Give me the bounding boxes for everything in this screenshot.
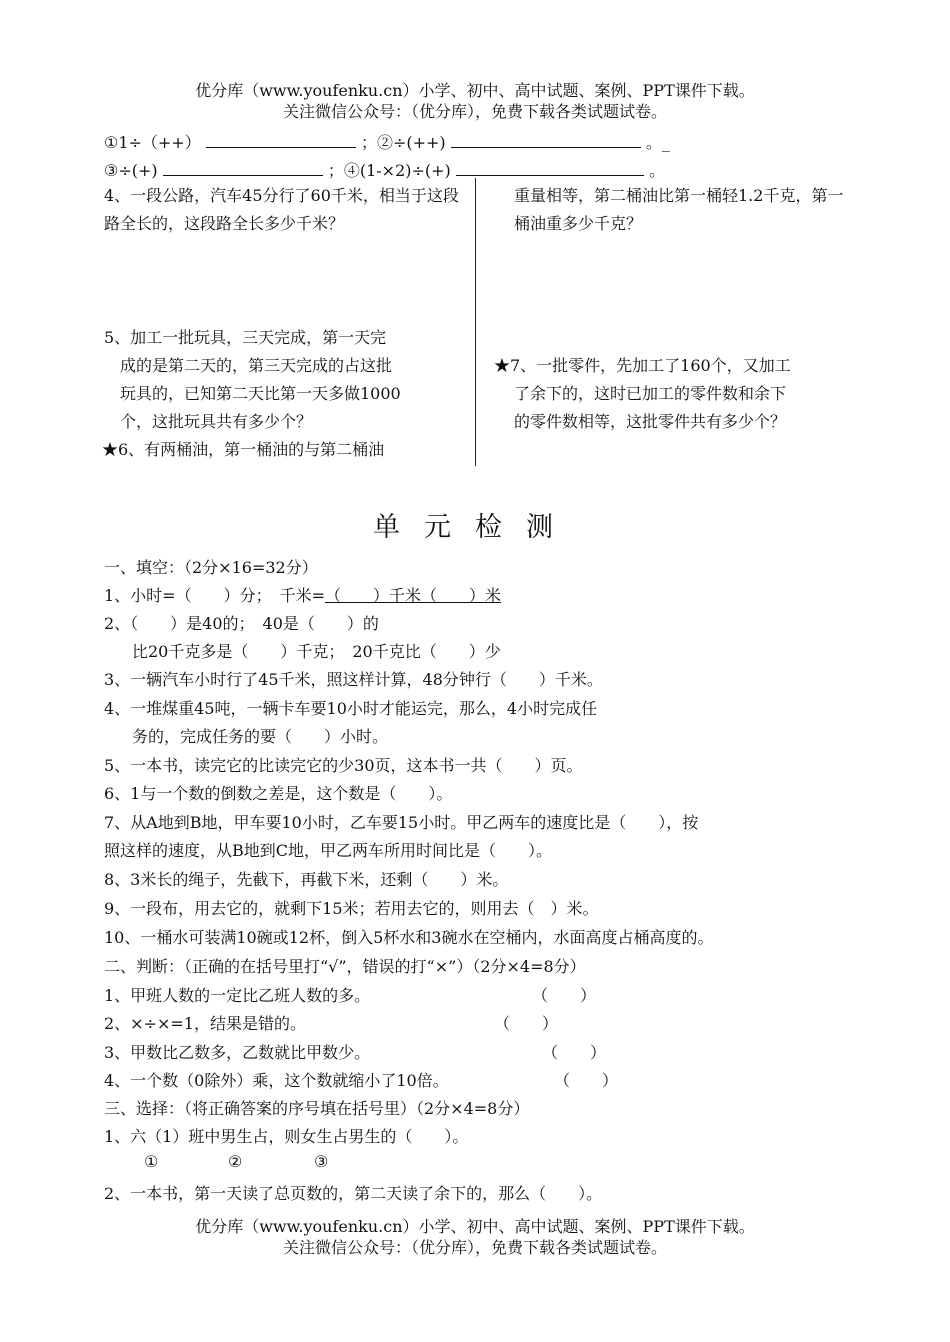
section-3-heading: 三、选择：（将正确答案的序号填在括号里）（2分×4=8分） (104, 1099, 530, 1118)
question-5-line-2: 成的是第二天的，第三天完成的占这批 (120, 356, 393, 375)
question-6: ★6、有两桶油，第一桶油的与第二桶油 (102, 440, 385, 459)
fill-item-1-text: 1、小时=（ ）分； 千米= (104, 586, 325, 605)
question-5 (104, 324, 464, 464)
answer-blank-2[interactable] (451, 133, 641, 148)
fill-item-4: 4、一堆煤重45吨，一辆卡车要10小时才能运完，那么，4小时完成任 (104, 699, 598, 718)
calc-4: ；④(1-×2)÷(+) (327, 161, 451, 180)
answer-blank-4[interactable] (456, 161, 644, 176)
calc-3: ③÷(+) (104, 161, 158, 180)
footer-line-2: 关注微信公众号：（优分库），免费下载各类试题试卷。 (282, 1238, 667, 1257)
choice-item-1: 1、六（1）班中男生占，则女生占男生的（ ）。 (104, 1127, 469, 1146)
question-7-line-3: 的零件数相等，这批零件共有多少个？ (514, 412, 787, 431)
judge-answer-3[interactable]: （ ） (542, 1043, 607, 1062)
calc-2: ；②÷(++) (360, 133, 446, 152)
header-line-2: 关注微信公众号：（优分库），免费下载各类试题试卷。 (282, 102, 667, 121)
left-column (104, 182, 460, 238)
section-1-heading: 一、填空：（2分×16=32分） (104, 558, 318, 577)
fill-item-2-cont: 比20千克多是（ ）千克； 20千克比（ ）少 (132, 642, 501, 661)
choice-option-1[interactable]: ① (144, 1152, 159, 1171)
judge-item-1: 1、甲班人数的一定比乙班人数的多。 (104, 986, 371, 1005)
choice-item-2: 2、一本书，第一天读了总页数的，第二天读了余下的，那么（ ）。 (104, 1184, 603, 1203)
fill-item-4-cont: 务的，完成任务的要（ ）小时。 (132, 727, 389, 746)
fill-item-1 (104, 583, 501, 606)
column-divider (475, 178, 476, 466)
judge-answer-4[interactable]: （ ） (554, 1071, 619, 1090)
fill-item-6: 6、1与一个数的倒数之差是，这个数是（ ）。 (104, 784, 453, 803)
judge-item-4: 4、一个数（0除外）乘，这个数就缩小了10倍。 (104, 1071, 449, 1090)
judge-item-3: 3、甲数比乙数多，乙数就比甲数少。 (104, 1043, 371, 1062)
question-5-line-3: 玩具的，已知第二天比第一天多做1000 (120, 384, 401, 403)
question-7-line-1: ★7、一批零件，先加工了160个，又加工 (494, 356, 791, 375)
question-6-cont-text: 重量相等，第二桶油比第一桶轻1.2千克，第一桶油重多少千克？ (514, 186, 844, 233)
footer-line-1: 优分库（www.youfenku.cn）小学、初中、高中试题、案例、PPT课件下载。 (195, 1217, 755, 1236)
calc-row-2-end: 。 (648, 161, 665, 180)
fill-item-9: 9、一段布，用去它的，就剩下15米；若用去它的，则用去（ ）米。 (104, 899, 599, 918)
header-line-1: 优分库（www.youfenku.cn）小学、初中、高中试题、案例、PPT课件下载。 (195, 81, 755, 100)
calc-row-2 (104, 158, 665, 181)
page-title: 单元检测 (373, 512, 577, 543)
fill-item-8: 8、3米长的绳子，先截下，再截下米，还剩（ ）米。 (104, 870, 509, 889)
section-2-heading: 二、判断：（正确的在括号里打“√”，错误的打“×”）（2分×4=8分） (104, 957, 586, 976)
fill-item-2: 2、（ ）是40的； 40是（ ）的 (104, 614, 379, 633)
question-7 (494, 352, 854, 436)
choice-option-2[interactable]: ② (228, 1152, 243, 1171)
answer-blank-1[interactable] (206, 133, 356, 148)
answer-blank-3[interactable] (163, 161, 323, 176)
fill-item-10: 10、一桶水可装满10碗或12杯，倒入5杯水和3碗水在空桶内，水面高度占桶高度的。 (104, 928, 714, 947)
question-4: 4、一段公路，汽车45分行了60千米，相当于这段路全长的，这段路全长多少千米？ (104, 186, 459, 233)
fill-item-3: 3、一辆汽车小时行了45千米，照这样计算，48分钟行（ ）千米。 (104, 670, 603, 689)
choice-option-3[interactable]: ③ (314, 1152, 329, 1171)
fill-item-1-underlined: （ ）千米（ ）米 (325, 586, 502, 605)
judge-answer-1[interactable]: （ ） (532, 986, 597, 1005)
question-5-line-1: 5、加工一批玩具，三天完成，第一天完 (104, 328, 387, 347)
calc-row-1-end: 。_ (645, 133, 670, 152)
fill-item-7: 7、从A地到B地，甲车要10小时，乙车要15小时。甲乙两车的速度比是（ ），按 (104, 813, 699, 832)
judge-answer-2[interactable]: （ ） (494, 1014, 559, 1033)
judge-item-2: 2、×÷×=1，结果是错的。 (104, 1014, 306, 1033)
fill-item-7-cont: 照这样的速度，从B地到C地，甲乙两车所用时间比是（ ）。 (104, 841, 553, 860)
question-5-line-4: 个，这批玩具共有多少个？ (120, 412, 313, 431)
question-6-continued (514, 182, 854, 238)
question-7-line-2: 了余下的，这时已加工的零件数和余下 (514, 384, 787, 403)
calc-1: ①1÷（++） (104, 133, 201, 152)
calc-row-1 (104, 130, 670, 153)
fill-item-5: 5、一本书，读完它的比读完它的少30页，这本书一共（ ）页。 (104, 756, 583, 775)
